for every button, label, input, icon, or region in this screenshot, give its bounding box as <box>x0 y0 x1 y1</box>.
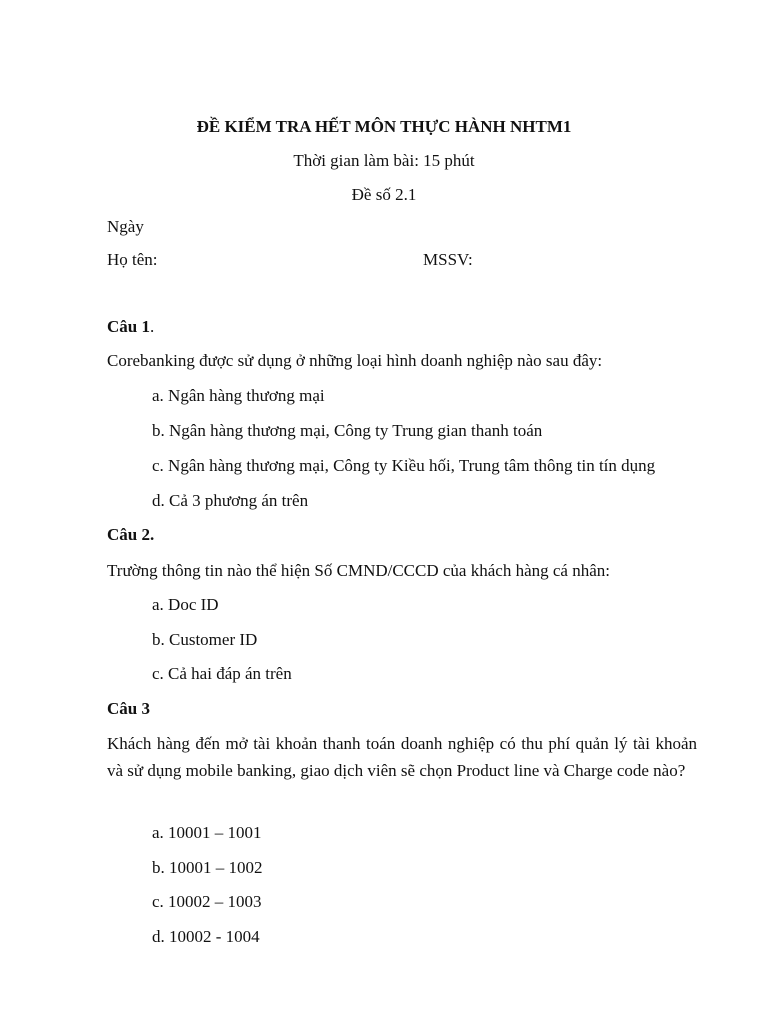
question-1-label <box>107 316 154 338</box>
question-2-option-a: a. Doc ID <box>152 595 219 614</box>
question-3-option-a: a. 10001 – 1001 <box>152 823 262 842</box>
exam-title: ĐỀ KIỂM TRA HẾT MÔN THỰC HÀNH NHTM1 <box>196 117 572 136</box>
exam-code: Đề số 2.1 <box>351 185 417 204</box>
question-2-text: Trường thông tin nào thể hiện Số CMND/CCCD của khách hàng cá nhân: <box>107 561 610 580</box>
question-2-label: Câu 2. <box>107 525 155 544</box>
student-id-label: MSSV: <box>423 250 473 269</box>
question-3-label: Câu 3 <box>107 699 150 718</box>
question-3-text: Khách hàng đến mở tài khoản thanh toán doanh nghiệp có thu phí quản lý tài khoản và sử dụng mobile banking, giao dịch viên sẽ chọn Product line và Charge code nào? <box>107 734 697 780</box>
question-1-option-b: b. Ngân hàng thương mại, Công ty Trung gian thanh toán <box>152 421 543 440</box>
question-1-option-c: c. Ngân hàng thương mại, Công ty Kiều hối, Trung tâm thông tin tín dụng <box>152 456 656 475</box>
question-3-option-d: d. 10002 - 1004 <box>152 927 260 946</box>
question-3-option-c: c. 10002 – 1003 <box>152 892 262 911</box>
question-2-option-c: c. Cả hai đáp án trên <box>152 664 292 683</box>
date-label: Ngày <box>107 217 144 236</box>
exam-time: Thời gian làm bài: 15 phút <box>293 151 475 170</box>
question-1-option-a: a. Ngân hàng thương mại <box>152 386 325 405</box>
question-label-text: Câu 1 <box>107 317 150 336</box>
question-2-option-b: b. Customer ID <box>152 630 258 649</box>
question-1-text: Corebanking được sử dụng ở những loại hình doanh nghiệp nào sau đây: <box>107 351 603 370</box>
question-3-option-b: b. 10001 – 1002 <box>152 858 263 877</box>
question-1-option-d: d. Cả 3 phương án trên <box>152 491 309 510</box>
question-label-suffix: . <box>149 317 155 336</box>
name-label: Họ tên: <box>107 250 158 269</box>
